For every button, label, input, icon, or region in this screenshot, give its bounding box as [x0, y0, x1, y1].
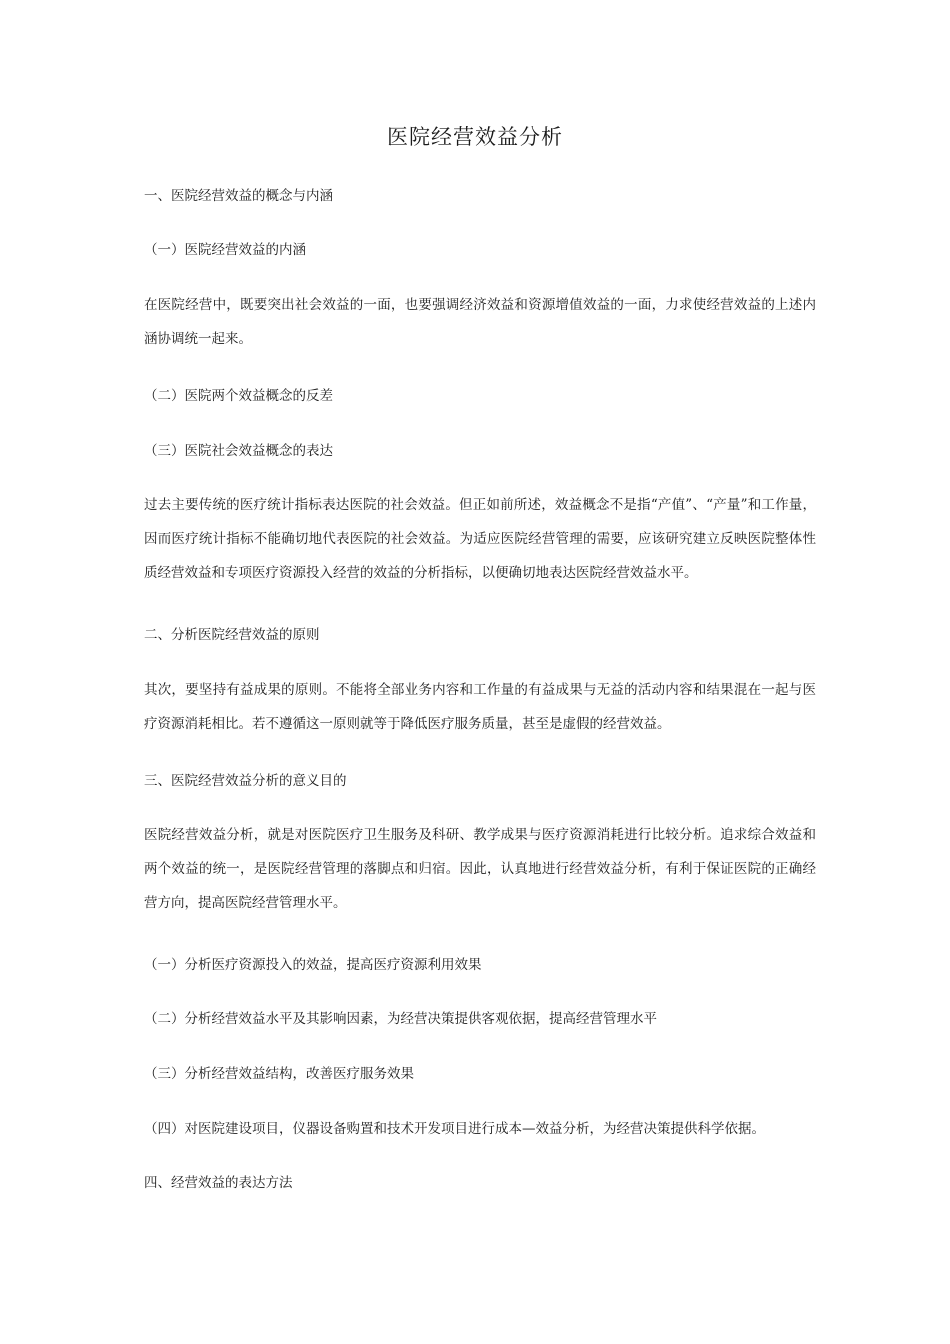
section-3-item-3: （三）分析经营效益结构，改善医疗服务效果 — [144, 1066, 414, 1082]
section-1-subheading-2: （二）医院两个效益概念的反差 — [144, 388, 333, 404]
document-title: 医院经营效益分析 — [387, 125, 563, 149]
section-1-paragraph-2: 过去主要传统的医疗统计指标表达医院的社会效益。但正如前所述，效益概念不是指“产值”、“产量”和工作量，因而医疗统计指标不能确切地代表医院的社会效益。为适应医院经营管理的需要，应该研究建立反映医院整体性质经营效益和专项医疗资源投入经营的效益的分析指标，以便确切地表达医院经营效益水平。 — [144, 497, 816, 581]
section-1-paragraph-1: 在医院经营中，既要突出社会效益的一面，也要强调经济效益和资源增值效益的一面，力求使经营效益的上述内涵协调统一起来。 — [144, 297, 816, 347]
section-3-paragraph-1: 医院经营效益分析，就是对医院医疗卫生服务及科研、教学成果与医疗资源消耗进行比较分析。追求综合效益和两个效益的统一，是医院经营管理的落脚点和归宿。因此，认真地进行经营效益分析，有利于保证医院的正确经营方向，提高医院经营管理水平。 — [144, 827, 816, 911]
section-4-heading: 四、经营效益的表达方法 — [144, 1175, 293, 1191]
section-3-item-1: （一）分析医疗资源投入的效益，提高医疗资源利用效果 — [144, 957, 482, 973]
section-1-heading: 一、医院经营效益的概念与内涵 — [144, 188, 333, 204]
section-3-item-4: （四）对医院建设项目，仪器设备购置和技术开发项目进行成本—效益分析，为经营决策提供科学依据。 — [144, 1121, 765, 1137]
section-2-paragraph-1: 其次，要坚持有益成果的原则。不能将全部业务内容和工作量的有益成果与无益的活动内容和结果混在一起与医疗资源消耗相比。若不遵循这一原则就等于降低医疗服务质量，甚至是虚假的经营效益。 — [144, 682, 816, 732]
section-2-heading: 二、分析医院经营效益的原则 — [144, 627, 320, 643]
section-1-subheading-1: （一）医院经营效益的内涵 — [144, 242, 306, 258]
section-3-item-2: （二）分析经营效益水平及其影响因素，为经营决策提供客观依据，提高经营管理水平 — [144, 1011, 657, 1027]
section-3-heading: 三、医院经营效益分析的意义目的 — [144, 773, 347, 789]
section-1-subheading-3: （三）医院社会效益概念的表达 — [144, 443, 333, 459]
